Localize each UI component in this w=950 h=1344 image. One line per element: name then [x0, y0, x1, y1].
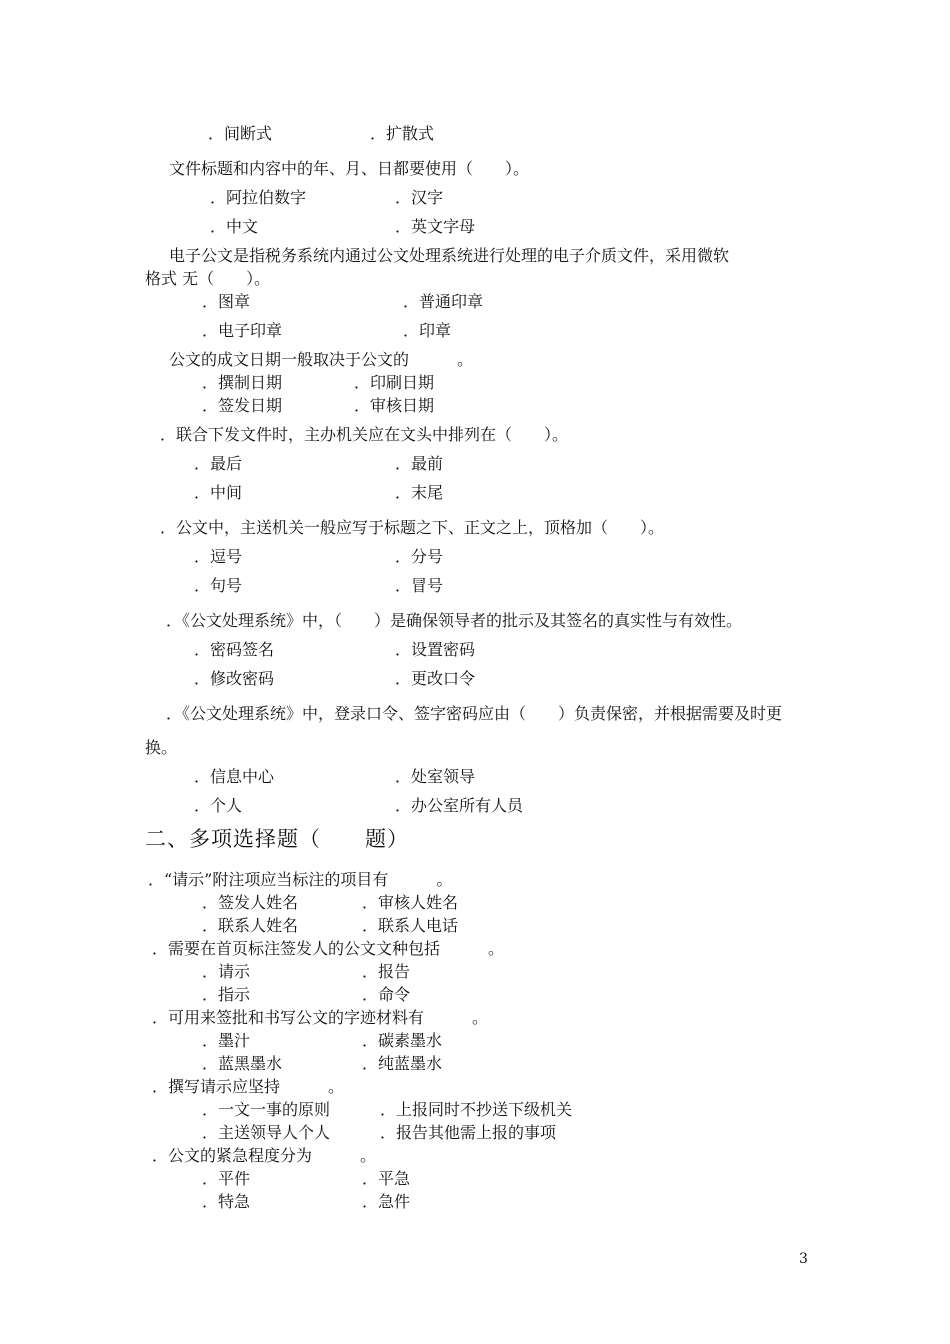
option-d: ．命令 — [362, 985, 411, 1004]
option-a: ．撰制日期 — [202, 373, 283, 392]
question-stem: ．《公文处理系统》中，（ ）是确保领导者的批示及其签名的真实性与有效性。 — [166, 611, 743, 630]
page-number: 3 — [799, 1251, 808, 1267]
option-c: ．特急 — [202, 1192, 251, 1211]
section-heading: 二、多项选择题（ 题） — [145, 827, 409, 851]
option-c: ．指示 — [202, 985, 251, 1004]
option-b: ．汉字 — [395, 188, 444, 207]
option-b: ．处室领导 — [395, 767, 476, 786]
option-a: ．一文一事的原则 — [202, 1100, 331, 1119]
option-b: ．平急 — [362, 1169, 411, 1188]
option-a: ．逗号 — [194, 547, 243, 566]
option-a: ．密码签名 — [194, 640, 275, 659]
option-b: ．碳素墨水 — [362, 1031, 443, 1050]
option-c: ．修改密码 — [194, 669, 275, 688]
question-stem-line1: ．《公文处理系统》中，登录口令、签字密码应由（ ）负责保密，并根据需要及时更 — [166, 704, 783, 723]
question-stem: ．需要在首页标注签发人的公文文种包括 。 — [152, 939, 505, 958]
option-b: ．报告 — [362, 962, 411, 981]
option-c: ．蓝黑墨水 — [202, 1054, 283, 1073]
option-a: ．间断式 — [208, 124, 273, 143]
option-c: ．个人 — [194, 796, 243, 815]
option-b: ．审核人姓名 — [362, 893, 459, 912]
question-stem: ．可用来签批和书写公文的字迹材料有 。 — [152, 1008, 489, 1027]
option-a: ．信息中心 — [194, 767, 275, 786]
option-d: ．末尾 — [395, 483, 444, 502]
question-stem: ．“请示”附注项应当标注的项目有 。 — [148, 870, 453, 889]
option-a: ．图章 — [202, 292, 251, 311]
question-stem: 文件标题和内容中的年、月、日都要使用（ ）。 — [169, 159, 530, 178]
option-c: ．电子印章 — [202, 321, 283, 340]
option-d: ．冒号 — [395, 576, 444, 595]
option-b: ．上报同时不抄送下级机关 — [380, 1100, 573, 1119]
option-b: ．分号 — [395, 547, 444, 566]
question-stem: ．公文的紧急程度分为 。 — [152, 1146, 377, 1165]
question-stem-line2: 格式 无（ ）。 — [145, 269, 271, 288]
option-b: ．印刷日期 — [354, 373, 435, 392]
question-stem-line2: 换。 — [145, 738, 178, 757]
option-a: ．墨汁 — [202, 1031, 251, 1050]
option-d: ．印章 — [403, 321, 452, 340]
option-d: ．更改口令 — [395, 669, 476, 688]
option-a: ．阿拉伯数字 — [210, 188, 307, 207]
option-b: ．普通印章 — [403, 292, 484, 311]
option-c: ．中文 — [210, 217, 259, 236]
option-d: ．审核日期 — [354, 396, 435, 415]
question-stem: ．撰写请示应坚持 。 — [152, 1077, 345, 1096]
option-a: ．平件 — [202, 1169, 251, 1188]
option-d: ．英文字母 — [395, 217, 476, 236]
option-b: ．设置密码 — [395, 640, 476, 659]
option-d: ．办公室所有人员 — [395, 796, 524, 815]
option-a: ．请示 — [202, 962, 251, 981]
option-a: ．签发人姓名 — [202, 893, 299, 912]
option-a: ．最后 — [194, 454, 243, 473]
question-stem: ．联合下发文件时，主办机关应在文头中排列在（ ）。 — [160, 425, 569, 444]
question-stem-line1: 电子公文是指税务系统内通过公文处理系统进行处理的电子介质文件，采用微软 — [169, 246, 730, 265]
option-c: ．中间 — [194, 483, 243, 502]
option-d: ．纯蓝墨水 — [362, 1054, 443, 1073]
option-c: ．联系人姓名 — [202, 916, 299, 935]
option-c: ．签发日期 — [202, 396, 283, 415]
option-b: ．最前 — [395, 454, 444, 473]
option-b: ．扩散式 — [370, 124, 435, 143]
option-d: ．报告其他需上报的事项 — [380, 1123, 557, 1142]
question-stem: ．公文中，主送机关一般应写于标题之下、正文之上，顶格加（ ）。 — [160, 518, 665, 537]
question-stem: 公文的成文日期一般取决于公文的 。 — [169, 350, 474, 369]
option-c: ．句号 — [194, 576, 243, 595]
option-c: ．主送领导人个人 — [202, 1123, 331, 1142]
option-d: ．联系人电话 — [362, 916, 459, 935]
option-d: ．急件 — [362, 1192, 411, 1211]
